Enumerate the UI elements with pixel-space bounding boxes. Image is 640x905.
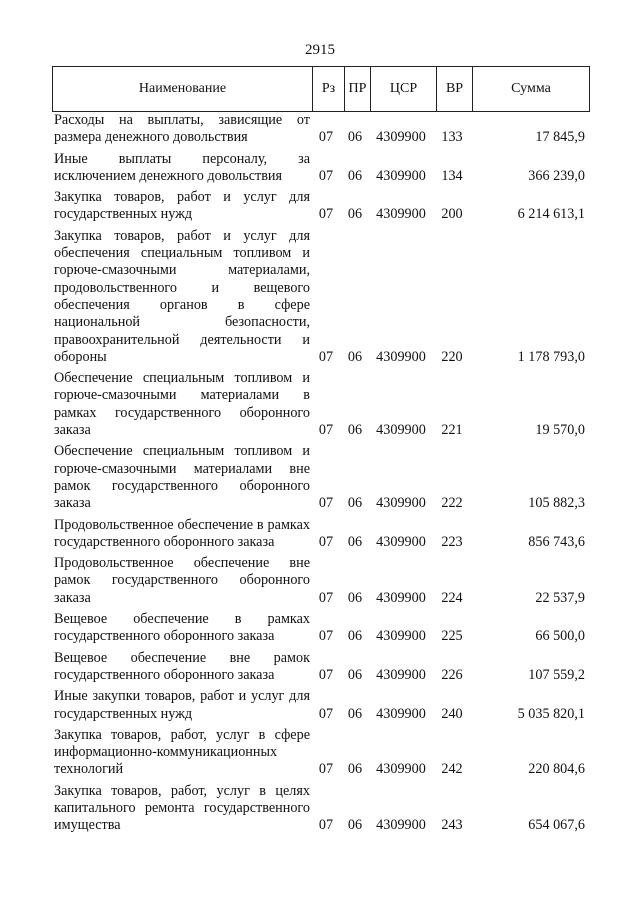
row-pr: 06 bbox=[347, 495, 363, 512]
row-pr: 06 bbox=[347, 348, 363, 365]
row-pr: 06 bbox=[347, 817, 363, 834]
row-pr: 06 bbox=[347, 129, 363, 146]
row-name: Продовольственное обеспечение в рамках государственного оборонного заказа bbox=[54, 516, 310, 550]
header-vr: ВР bbox=[437, 67, 473, 112]
row-rz: 07 bbox=[318, 206, 334, 223]
row-sum: 22 537,9 bbox=[535, 589, 585, 606]
row-name: Закупка товаров, работ, услуг в сфере информационно-коммуникационных технологий bbox=[54, 726, 310, 778]
table-row bbox=[52, 228, 589, 366]
table-row bbox=[52, 688, 589, 723]
row-name: Закупка товаров, работ и услуг для государственных нужд bbox=[54, 189, 310, 223]
row-sum: 856 743,6 bbox=[528, 533, 585, 550]
table-row bbox=[52, 650, 589, 685]
row-name: Вещевое обеспечение в рамках государственного оборонного заказа bbox=[54, 611, 310, 645]
row-csr: 4309900 bbox=[376, 628, 426, 645]
table-row bbox=[52, 555, 589, 607]
row-name: Обеспечение специальным топливом и горюче-смазочными материалами вне рамок государственного оборонного заказа bbox=[54, 443, 310, 512]
row-name: Продовольственное обеспечение вне рамок государственного оборонного заказа bbox=[54, 555, 310, 606]
row-csr: 4309900 bbox=[376, 589, 426, 606]
row-rz: 07 bbox=[318, 705, 334, 722]
row-sum: 5 035 820,1 bbox=[517, 705, 585, 722]
table-body bbox=[52, 112, 589, 835]
row-sum: 366 239,0 bbox=[528, 167, 585, 184]
row-vr: 221 bbox=[441, 422, 463, 439]
row-vr: 226 bbox=[441, 666, 463, 683]
row-vr: 225 bbox=[441, 628, 463, 645]
row-vr: 220 bbox=[441, 348, 463, 365]
row-pr: 06 bbox=[347, 761, 363, 778]
row-vr: 240 bbox=[441, 705, 463, 722]
row-rz: 07 bbox=[318, 817, 334, 834]
row-sum: 6 214 613,1 bbox=[517, 206, 585, 223]
row-name: Закупка товаров, работ, услуг в целях капитального ремонта государственного имущества bbox=[54, 782, 310, 834]
row-csr: 4309900 bbox=[376, 495, 426, 512]
row-csr: 4309900 bbox=[376, 129, 426, 146]
row-pr: 06 bbox=[347, 628, 363, 645]
row-sum: 19 570,0 bbox=[535, 422, 585, 439]
table-row bbox=[52, 783, 589, 835]
row-csr: 4309900 bbox=[376, 761, 426, 778]
header-csr: ЦСР bbox=[371, 67, 437, 112]
row-pr: 06 bbox=[347, 533, 363, 550]
row-name: Вещевое обеспечение вне рамок государственного оборонного заказа bbox=[54, 649, 310, 683]
row-vr: 243 bbox=[441, 817, 463, 834]
row-sum: 1 178 793,0 bbox=[517, 348, 585, 365]
row-csr: 4309900 bbox=[376, 817, 426, 834]
table-row bbox=[52, 112, 589, 147]
row-rz: 07 bbox=[318, 167, 334, 184]
row-sum: 220 804,6 bbox=[528, 761, 585, 778]
row-pr: 06 bbox=[347, 589, 363, 606]
row-pr: 06 bbox=[347, 705, 363, 722]
header-rz: Рз bbox=[313, 67, 345, 112]
row-sum: 654 067,6 bbox=[528, 817, 585, 834]
table-row bbox=[52, 189, 589, 224]
page-number: 2915 bbox=[305, 42, 335, 58]
table-header bbox=[52, 66, 590, 112]
row-sum: 105 882,3 bbox=[528, 495, 585, 512]
row-rz: 07 bbox=[318, 666, 334, 683]
table-row bbox=[52, 611, 589, 646]
row-name: Обеспечение специальным топливом и горюче-смазочными материалами в рамках государственного оборонного заказа bbox=[54, 370, 310, 439]
row-name: Расходы на выплаты, зависящие от размера денежного довольствия bbox=[54, 112, 310, 146]
row-rz: 07 bbox=[318, 129, 334, 146]
row-csr: 4309900 bbox=[376, 666, 426, 683]
row-csr: 4309900 bbox=[376, 705, 426, 722]
row-vr: 222 bbox=[441, 495, 463, 512]
table-row bbox=[52, 517, 589, 552]
header-sum: Сумма bbox=[473, 67, 590, 112]
row-pr: 06 bbox=[347, 666, 363, 683]
row-vr: 134 bbox=[441, 167, 463, 184]
row-csr: 4309900 bbox=[376, 206, 426, 223]
table-row bbox=[52, 443, 589, 512]
row-vr: 223 bbox=[441, 533, 463, 550]
row-name: Иные закупки товаров, работ и услуг для государственных нужд bbox=[54, 688, 310, 722]
row-rz: 07 bbox=[318, 495, 334, 512]
row-rz: 07 bbox=[318, 628, 334, 645]
row-vr: 224 bbox=[441, 589, 463, 606]
row-vr: 242 bbox=[441, 761, 463, 778]
header-name: Наименование bbox=[53, 67, 313, 112]
table-row bbox=[52, 727, 589, 779]
row-pr: 06 bbox=[347, 422, 363, 439]
table-row bbox=[52, 370, 589, 439]
row-csr: 4309900 bbox=[376, 422, 426, 439]
row-sum: 107 559,2 bbox=[528, 666, 585, 683]
row-name: Иные выплаты персоналу, за исключением денежного довольствия bbox=[54, 150, 310, 184]
row-csr: 4309900 bbox=[376, 533, 426, 550]
row-sum: 66 500,0 bbox=[535, 628, 585, 645]
row-rz: 07 bbox=[318, 533, 334, 550]
row-vr: 133 bbox=[441, 129, 463, 146]
row-rz: 07 bbox=[318, 422, 334, 439]
row-csr: 4309900 bbox=[376, 167, 426, 184]
row-rz: 07 bbox=[318, 761, 334, 778]
table-row bbox=[52, 151, 589, 186]
row-rz: 07 bbox=[318, 589, 334, 606]
header-pr: ПР bbox=[345, 67, 371, 112]
row-rz: 07 bbox=[318, 348, 334, 365]
row-pr: 06 bbox=[347, 206, 363, 223]
row-vr: 200 bbox=[441, 206, 463, 223]
row-name: Закупка товаров, работ и услуг для обеспечения специальным топливом и горюче-смазочными материалами, продовольственного и вещевого обеспечения органов в сфере национальной безопасности, правоохранительной деятельности и обороны bbox=[54, 227, 310, 365]
row-sum: 17 845,9 bbox=[535, 129, 585, 146]
row-pr: 06 bbox=[347, 167, 363, 184]
row-csr: 4309900 bbox=[376, 348, 426, 365]
